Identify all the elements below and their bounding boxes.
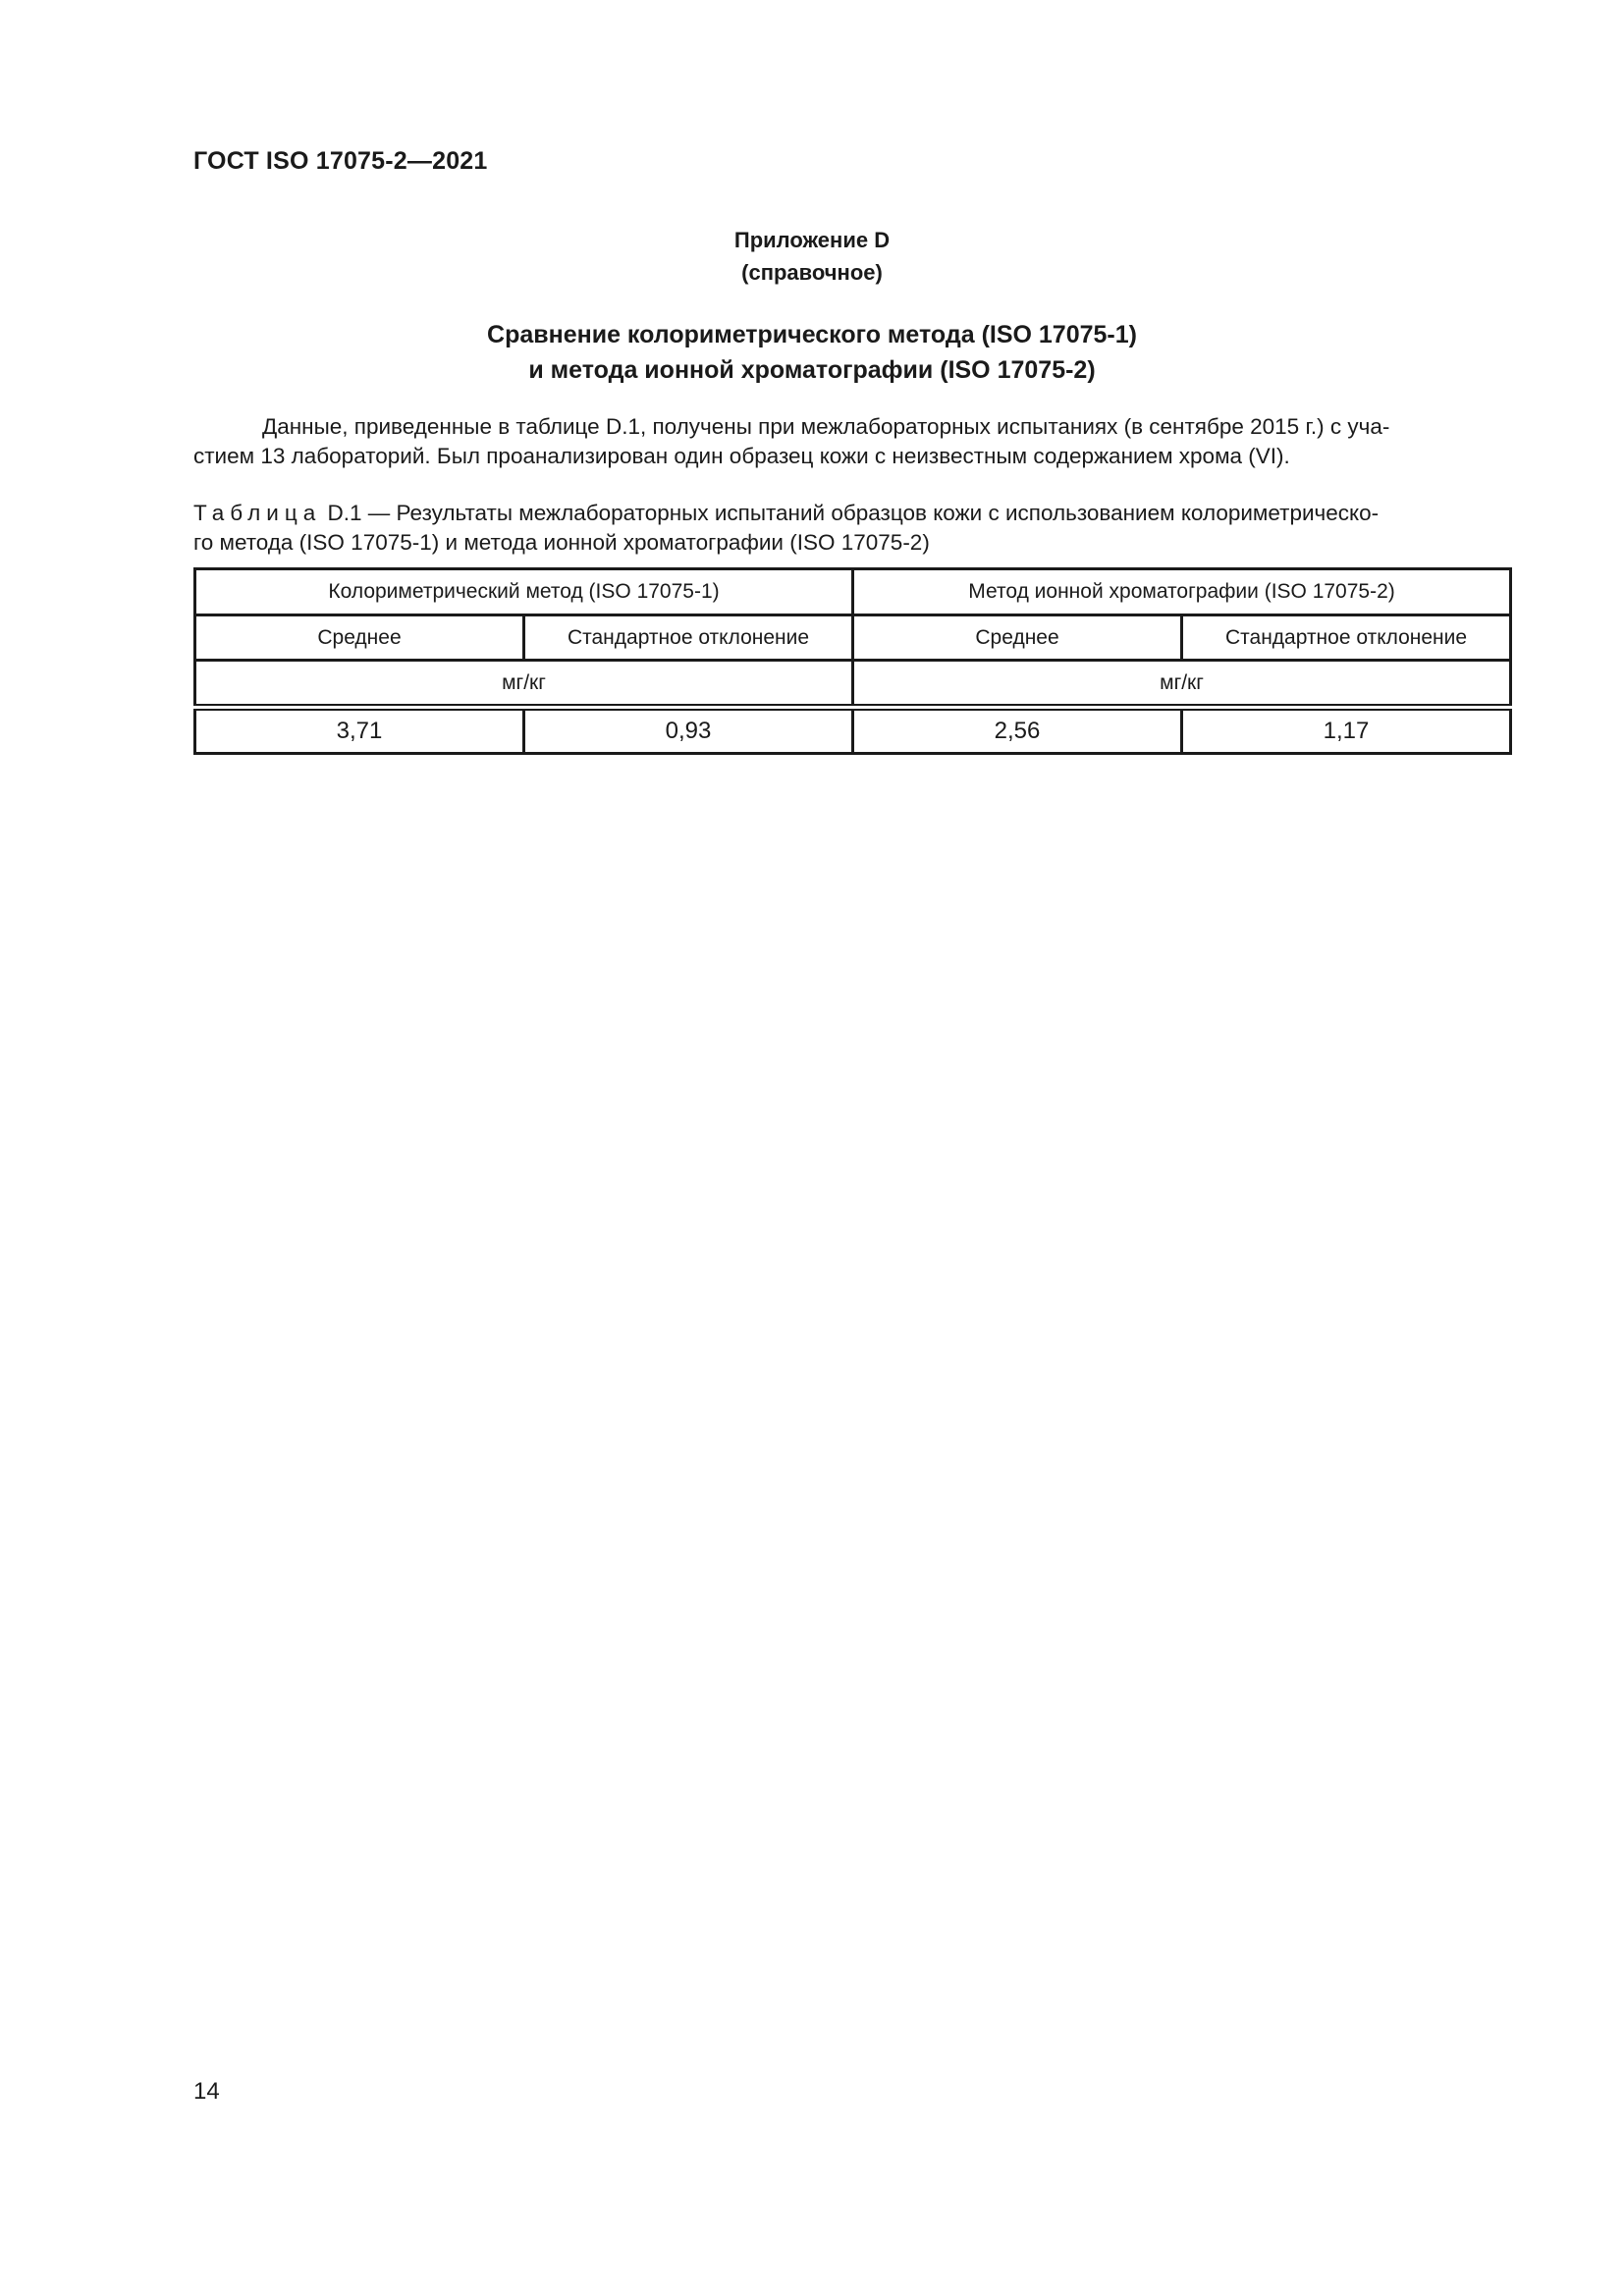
unit-cell: мг/кг <box>195 661 853 708</box>
results-table <box>193 567 1512 755</box>
group-header-colorimetric: Колориметрический метод (ISO 17075-1) <box>195 569 853 615</box>
unit-cell: мг/кг <box>853 661 1511 708</box>
column-header-std-dev: Стандартное отклонение <box>524 615 853 661</box>
table-column-header-row <box>195 615 1511 661</box>
table-caption-text-1: — Результаты межлабораторных испытаний образцов кожи с использованием колориметрическо- <box>367 501 1380 525</box>
annex-label: Приложение D <box>733 228 891 252</box>
column-header-mean: Среднее <box>195 615 524 661</box>
table-caption-number: D.1 <box>327 501 362 525</box>
annex-title-line-1: Сравнение колориметрического метода (ISO 17075-1) <box>487 321 1137 348</box>
value-colorimetric-mean: 3,71 <box>195 708 524 754</box>
value-ion-chromatography-std-dev: 1,17 <box>1182 708 1511 754</box>
paragraph-line-2: стием 13 лабораторий. Был проанализирован один образец кожи с неизвестным содержанием хрома (VI). <box>193 444 1290 468</box>
value-colorimetric-std-dev: 0,93 <box>524 708 853 754</box>
annex-heading <box>0 224 1624 289</box>
table-group-header-row <box>195 569 1511 615</box>
column-header-mean: Среднее <box>853 615 1182 661</box>
annex-title-line-2: и метода ионной хроматографии (ISO 17075-2) <box>528 356 1096 384</box>
table-unit-row <box>195 661 1511 708</box>
column-header-std-dev: Стандартное отклонение <box>1182 615 1511 661</box>
group-header-ion-chromatography: Метод ионной хроматографии (ISO 17075-2) <box>853 569 1511 615</box>
table-caption <box>193 499 1509 558</box>
value-ion-chromatography-mean: 2,56 <box>853 708 1182 754</box>
document-standard-id: ГОСТ ISO 17075-2—2021 <box>193 147 488 175</box>
paragraph-line-1: Данные, приведенные в таблице D.1, получены при межлабораторных испытаниях (в сентябре 2015 г.) с уча- <box>262 414 1390 439</box>
table-caption-label: Таблица <box>193 501 322 525</box>
intro-paragraph <box>193 412 1509 471</box>
annex-status: (справочное) <box>741 260 883 285</box>
table-row <box>195 708 1511 754</box>
annex-title <box>0 317 1624 388</box>
table-caption-text-2: го метода (ISO 17075-1) и метода ионной хроматографии (ISO 17075-2) <box>193 530 930 555</box>
page-number: 14 <box>193 2078 220 2105</box>
